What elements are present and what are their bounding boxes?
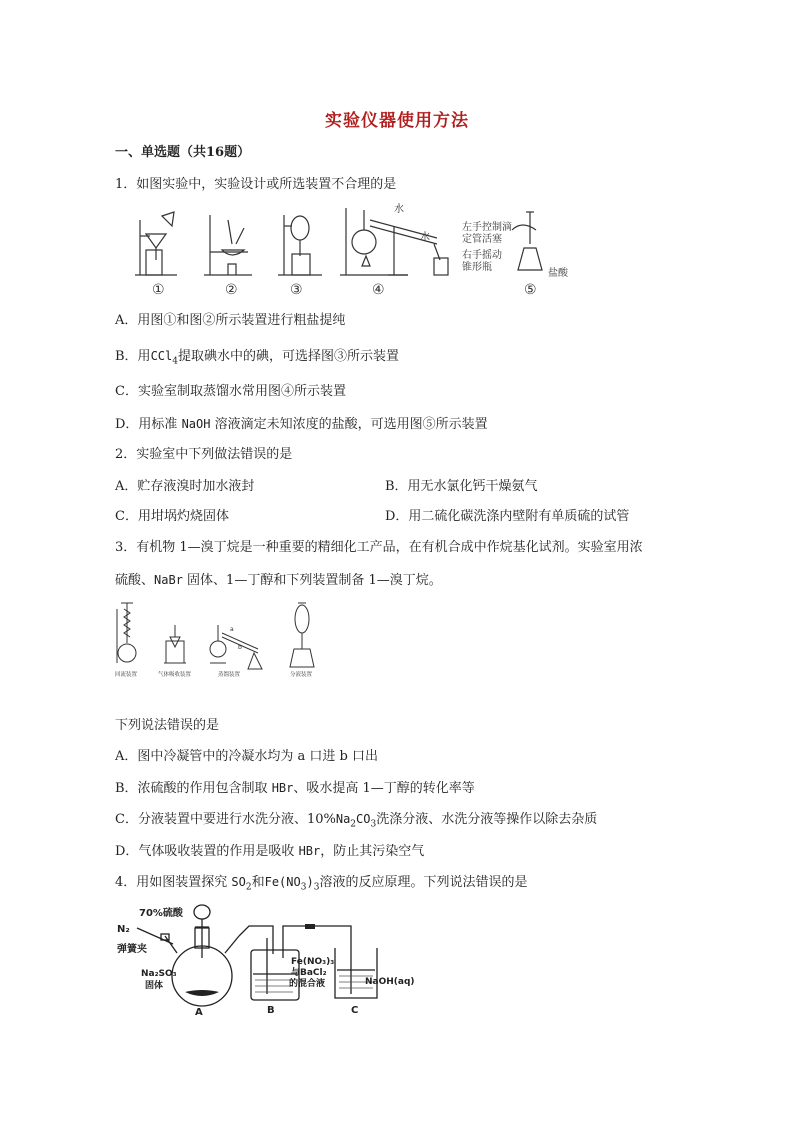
q4-fig-clip: 弹簧夹 — [117, 944, 147, 955]
q3-fig-label-reflux: 回流装置 — [115, 672, 138, 678]
q3-fig-port-a: a — [230, 626, 234, 633]
q2-stem: 2．实验室中下列做法错误的是 — [115, 447, 293, 462]
q3-prompt: 下列说法错误的是 — [115, 718, 220, 733]
q3-fig-port-b: b — [238, 644, 242, 651]
q3-fig-label-absorption: 气体吸收装置 — [158, 672, 192, 678]
q3-stem-line-1: 3．有机物 1—溴丁烷是一种重要的精细化工产品，在有机合成中作烷基化试剂。实验室用浓 — [115, 540, 643, 555]
q4-figure — [115, 898, 415, 1020]
q4-fig-solid: 固体 — [145, 981, 164, 991]
q4-fig-fe-2: 与BaCl₂ — [291, 968, 327, 978]
q2-option-a: A．贮存液溴时加水液封 — [115, 479, 255, 494]
q1-fig-note-3: 右手摇动 — [462, 250, 502, 261]
q3-option-d: D．气体吸收装置的作用是吸收 HBr，防止其污染空气 — [115, 844, 425, 859]
q1-fig-note-1: 左手控制滴 — [462, 222, 512, 233]
q1-fig-label-2: ② — [225, 282, 238, 298]
q3-option-c: C．分液装置中要进行水洗分液、$10\%Na_2CO_3$洗涤分液、水洗分液等操作以除去杂质 — [115, 812, 598, 830]
q1-option-d: D．用标准 NaOH 溶液滴定未知浓度的盐酸，可选用图⑤所示装置 — [115, 417, 488, 432]
q2-option-b: B．用无水氯化钙干燥氨气 — [385, 479, 538, 494]
q4-fig-na2so3: Na₂SO₃ — [141, 969, 177, 979]
q4-fig-label-a: A — [195, 1007, 203, 1018]
q4-fig-label-b: B — [267, 1005, 275, 1016]
q4-fig-label-c: C — [351, 1005, 359, 1016]
q3-fig-label-separation: 分液装置 — [290, 672, 313, 678]
q3-option-a: A．图中冷凝管中的冷凝水均为 a 口进 b 口出 — [115, 749, 378, 764]
q1-fig-acid: 盐酸 — [548, 268, 568, 279]
q3-figure — [112, 597, 332, 679]
q1-fig-water: 水 — [394, 204, 404, 215]
q4-fig-fe-3: 的混合液 — [289, 979, 326, 989]
q4-fig-fe-1: Fe(NO₃)₃ — [291, 957, 335, 967]
q1-fig-label-3: ③ — [290, 282, 303, 298]
q3-fig-label-distillation: 蒸馏装置 — [218, 672, 241, 678]
q1-fig-label-1: ① — [152, 282, 165, 298]
q1-fig-label-5: ⑤ — [524, 282, 537, 298]
q3-stem-line-2: 硫酸、NaBr 固体、1—丁醇和下列装置制备 1—溴丁烷。 — [115, 573, 442, 588]
q1-fig-note-2: 定管活塞 — [462, 234, 502, 245]
q1-fig-label-4: ④ — [372, 282, 385, 298]
q1-figure — [132, 200, 602, 300]
section-heading: 一、单选题（共16题） — [115, 145, 251, 160]
q1-option-a: A．用图①和图②所示装置进行粗盐提纯 — [115, 313, 346, 328]
q4-fig-acid: 70%硫酸 — [139, 908, 183, 919]
q4-stem: 4．用如图装置探究 $SO_2$和$Fe(NO_3)_3$溶液的反应原理。下列说法错误的是 — [115, 875, 528, 893]
q4-fig-naoh: NaOH(aq) — [365, 977, 415, 987]
q1-fig-water-out: 水 — [420, 232, 430, 243]
q1-option-b: B．用CCl$_4$提取碘水中的碘，可选择图③所示装置 — [115, 349, 399, 367]
q3-option-b: B．浓硫酸的作用包含制取 HBr、吸水提高 1—丁醇的转化率等 — [115, 781, 475, 796]
q2-option-c: C．用坩埚灼烧固体 — [115, 509, 229, 524]
q1-option-c: C．实验室制取蒸馏水常用图④所示装置 — [115, 384, 346, 399]
q2-option-d: D．用二硫化碳洗涤内壁附有单质硫的试管 — [385, 509, 630, 524]
q4-fig-n2: N₂ — [117, 924, 130, 935]
q1-fig-note-4: 锥形瓶 — [462, 262, 492, 273]
q1-stem: 1．如图实验中，实验设计或所选装置不合理的是 — [115, 177, 397, 192]
page-title: 实验仪器使用方法 — [325, 111, 469, 131]
